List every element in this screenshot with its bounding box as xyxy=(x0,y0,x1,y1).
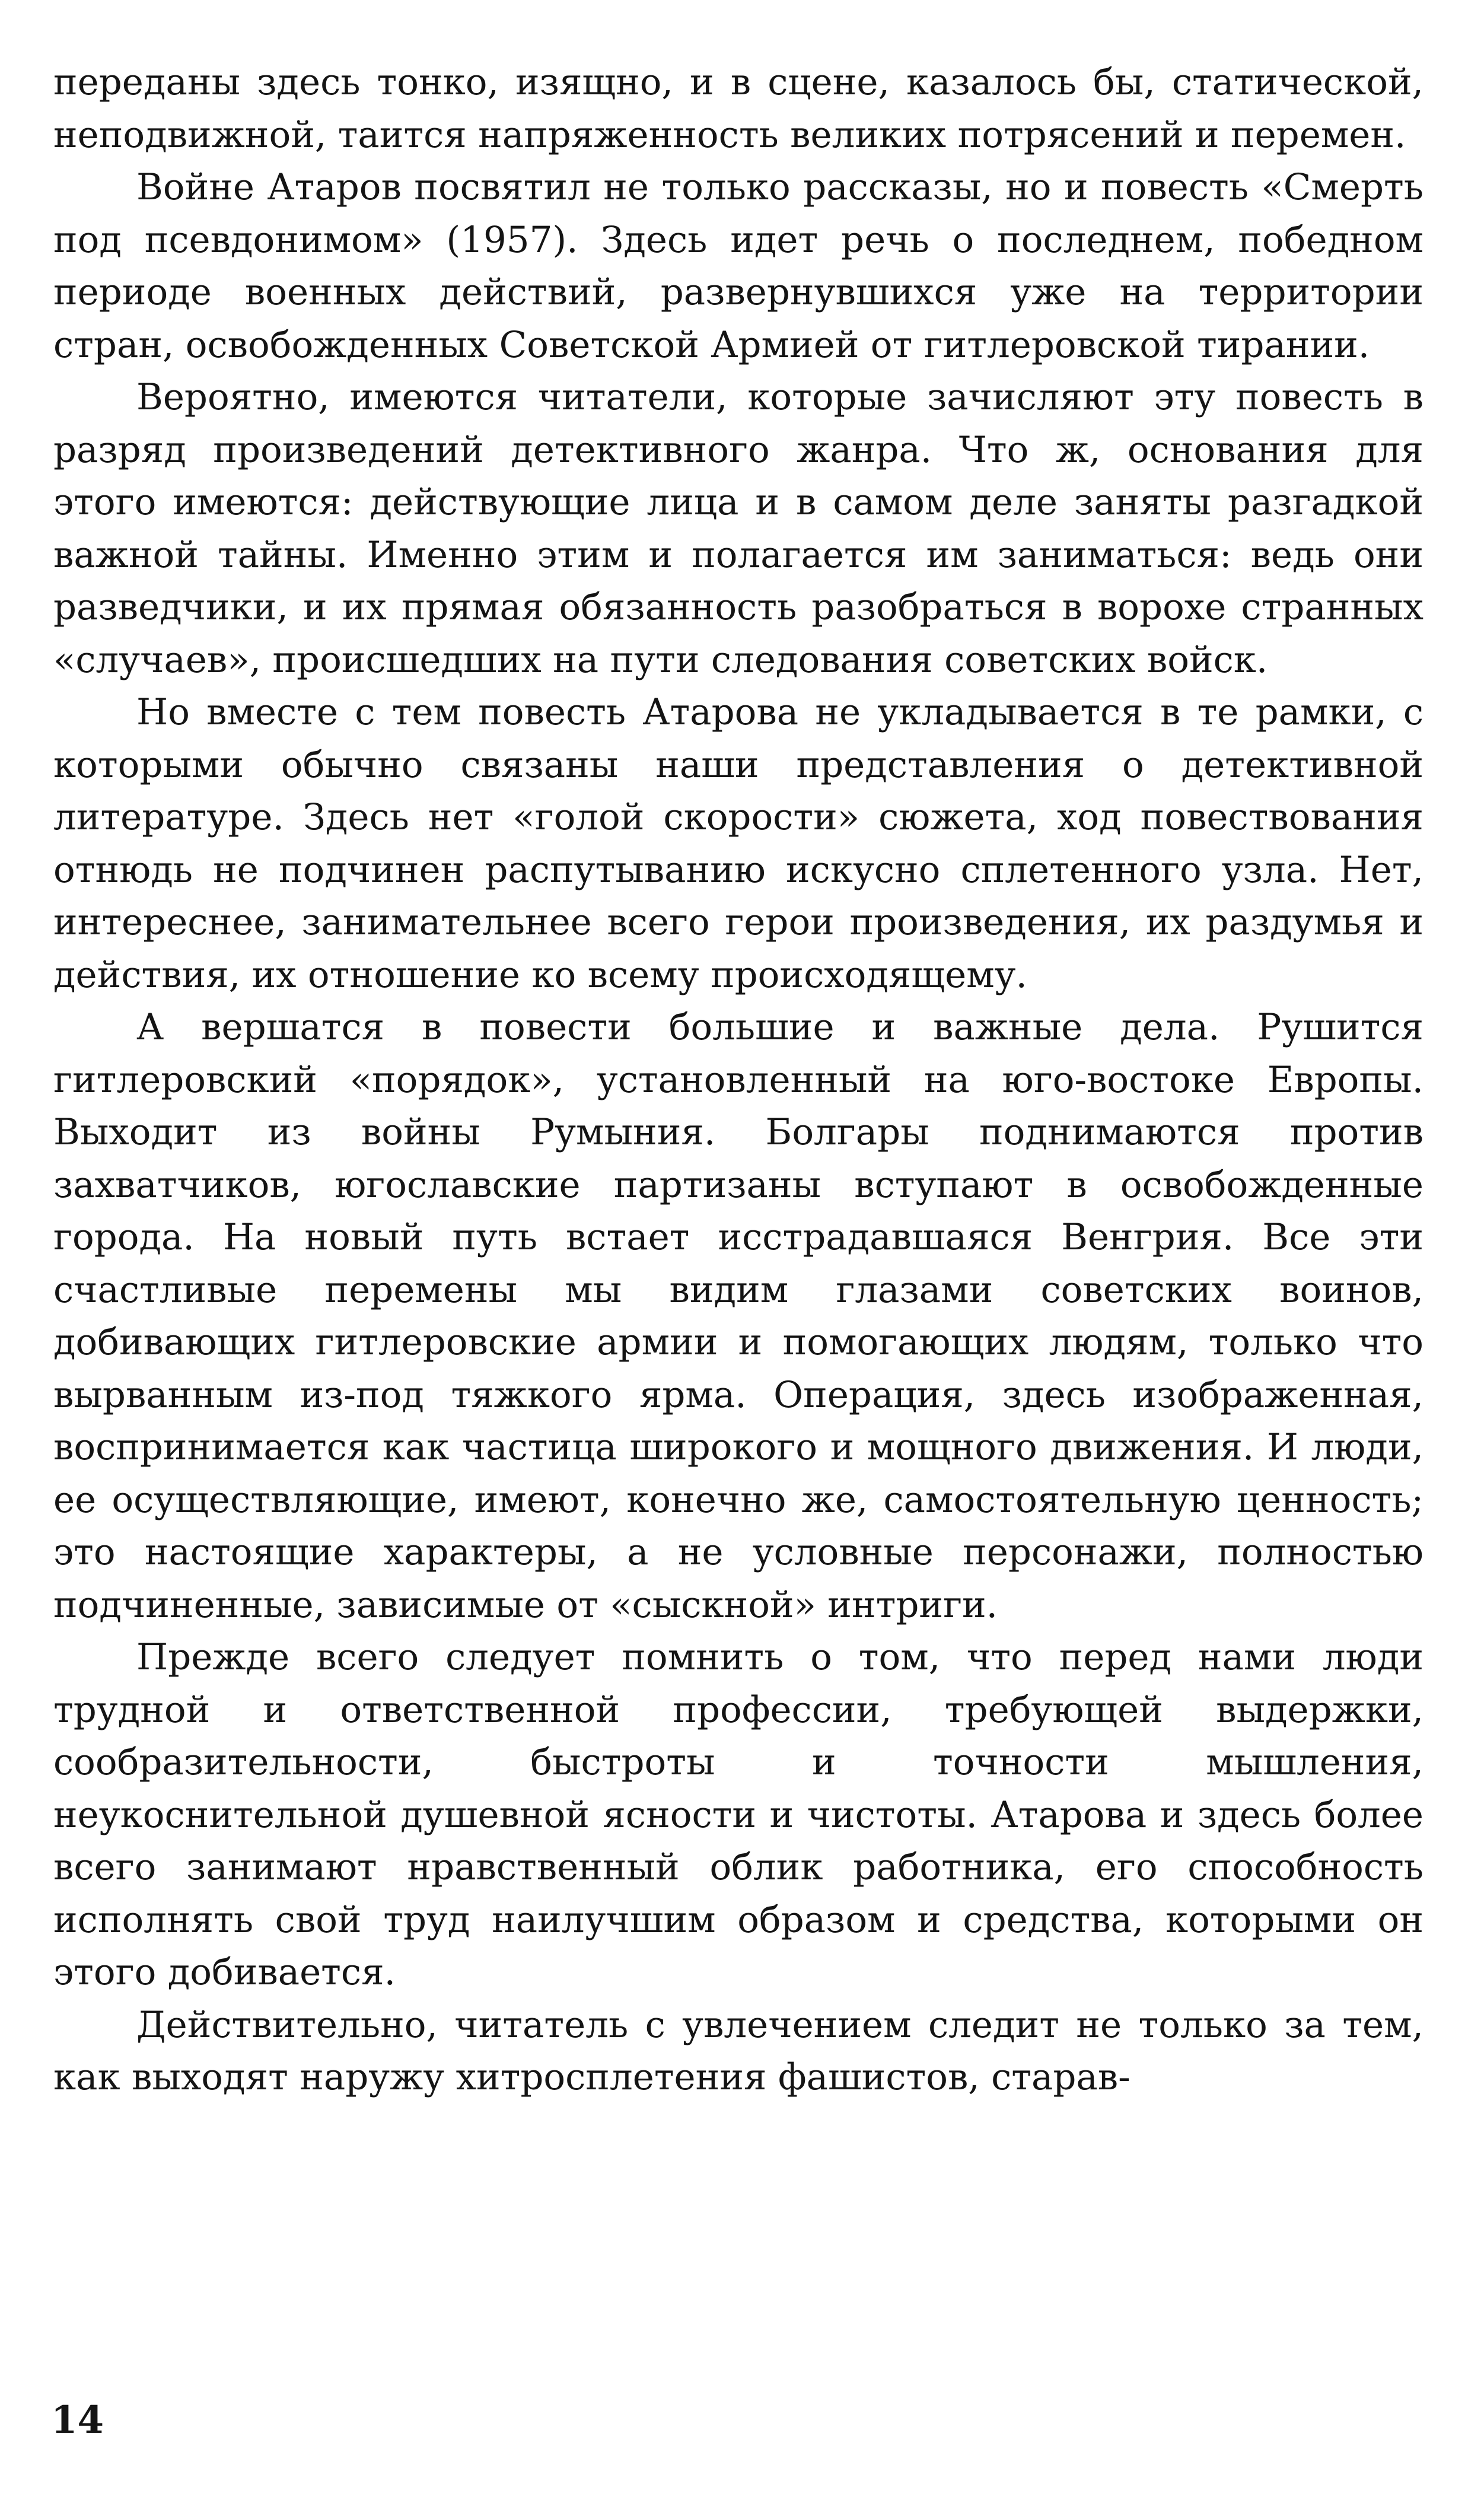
page-number: 14 xyxy=(51,2398,104,2442)
paragraph-2: Войне Атаров посвятил не только рассказы, но и повесть «Смерть под псевдонимом» (1957). Здесь идет речь о последнем, победном периоде военных действий, развернувшихся уже на территории стран, освобожденных Советской Армией от гитлеровской тирании. xyxy=(53,166,1424,366)
paragraph-3: Вероятно, имеются читатели, которые зачисляют эту повесть в разряд произведений детективного жанра. Что ж, основания для этого имеются: действующие лица и в самом деле заняты разгадкой важной тайны. Именно этим и полагается им заниматься: ведь они разведчики, и их прямая обязанность разобраться в ворохе странных «случаев», происшедших на пути следования советских войск. xyxy=(53,376,1424,681)
paragraph-6: Прежде всего следует помнить о том, что перед нами люди трудной и ответственной профессии, требующей выдержки, сообразительности, быстроты и точности мышления, неукоснительной душевной ясности и чистоты. Атарова и здесь более всего занимают нравственный облик работника, его способность исполнять свой труд наилучшим образом и средства, которыми он этого добивается. xyxy=(53,1636,1424,1993)
paragraph-7: Действительно, читатель с увлечением следит не только за тем, как выходят наружу хитросплетения фашистов, старав- xyxy=(53,2003,1424,2098)
paragraph-4: Но вместе с тем повесть Атарова не укладывается в те рамки, с которыми обычно связаны наши представления о детективной литературе. Здесь нет «голой скорости» сюжета, ход повествования отнюдь не подчинен распутыванию искусно сплетенного узла. Нет, интереснее, занимательнее всего герои произведения, их раздумья и действия, их отношение ко всему происходящему. xyxy=(53,691,1424,996)
paragraph-5: А вершатся в повести большие и важные дела. Рушится гитлеровский «порядок», установленный на юго-востоке Европы. Выходит из войны Румыния. Болгары поднимаются против захватчиков, югославские партизаны вступают в освобожденные города. На новый путь встает исстрадавшаяся Венгрия. Все эти счастливые перемены мы видим глазами советских воинов, добивающих гитлеровские армии и помогающих людям, только что вырванным из-под тяжкого ярма. Операция, здесь изображенная, воспринимается как частица широкого и мощного движения. И люди, ее осуществляющие, имеют, конечно же, самостоятельную ценность; это настоящие характеры, а не условные персонажи, полностью подчиненные, зависимые от «сыскной» интриги. xyxy=(53,1006,1424,1626)
page-body xyxy=(53,56,1424,2104)
paragraph-1: переданы здесь тонко, изящно, и в сцене, казалось бы, статической, неподвижной, таится напряженность великих потрясений и перемен. xyxy=(53,61,1424,156)
